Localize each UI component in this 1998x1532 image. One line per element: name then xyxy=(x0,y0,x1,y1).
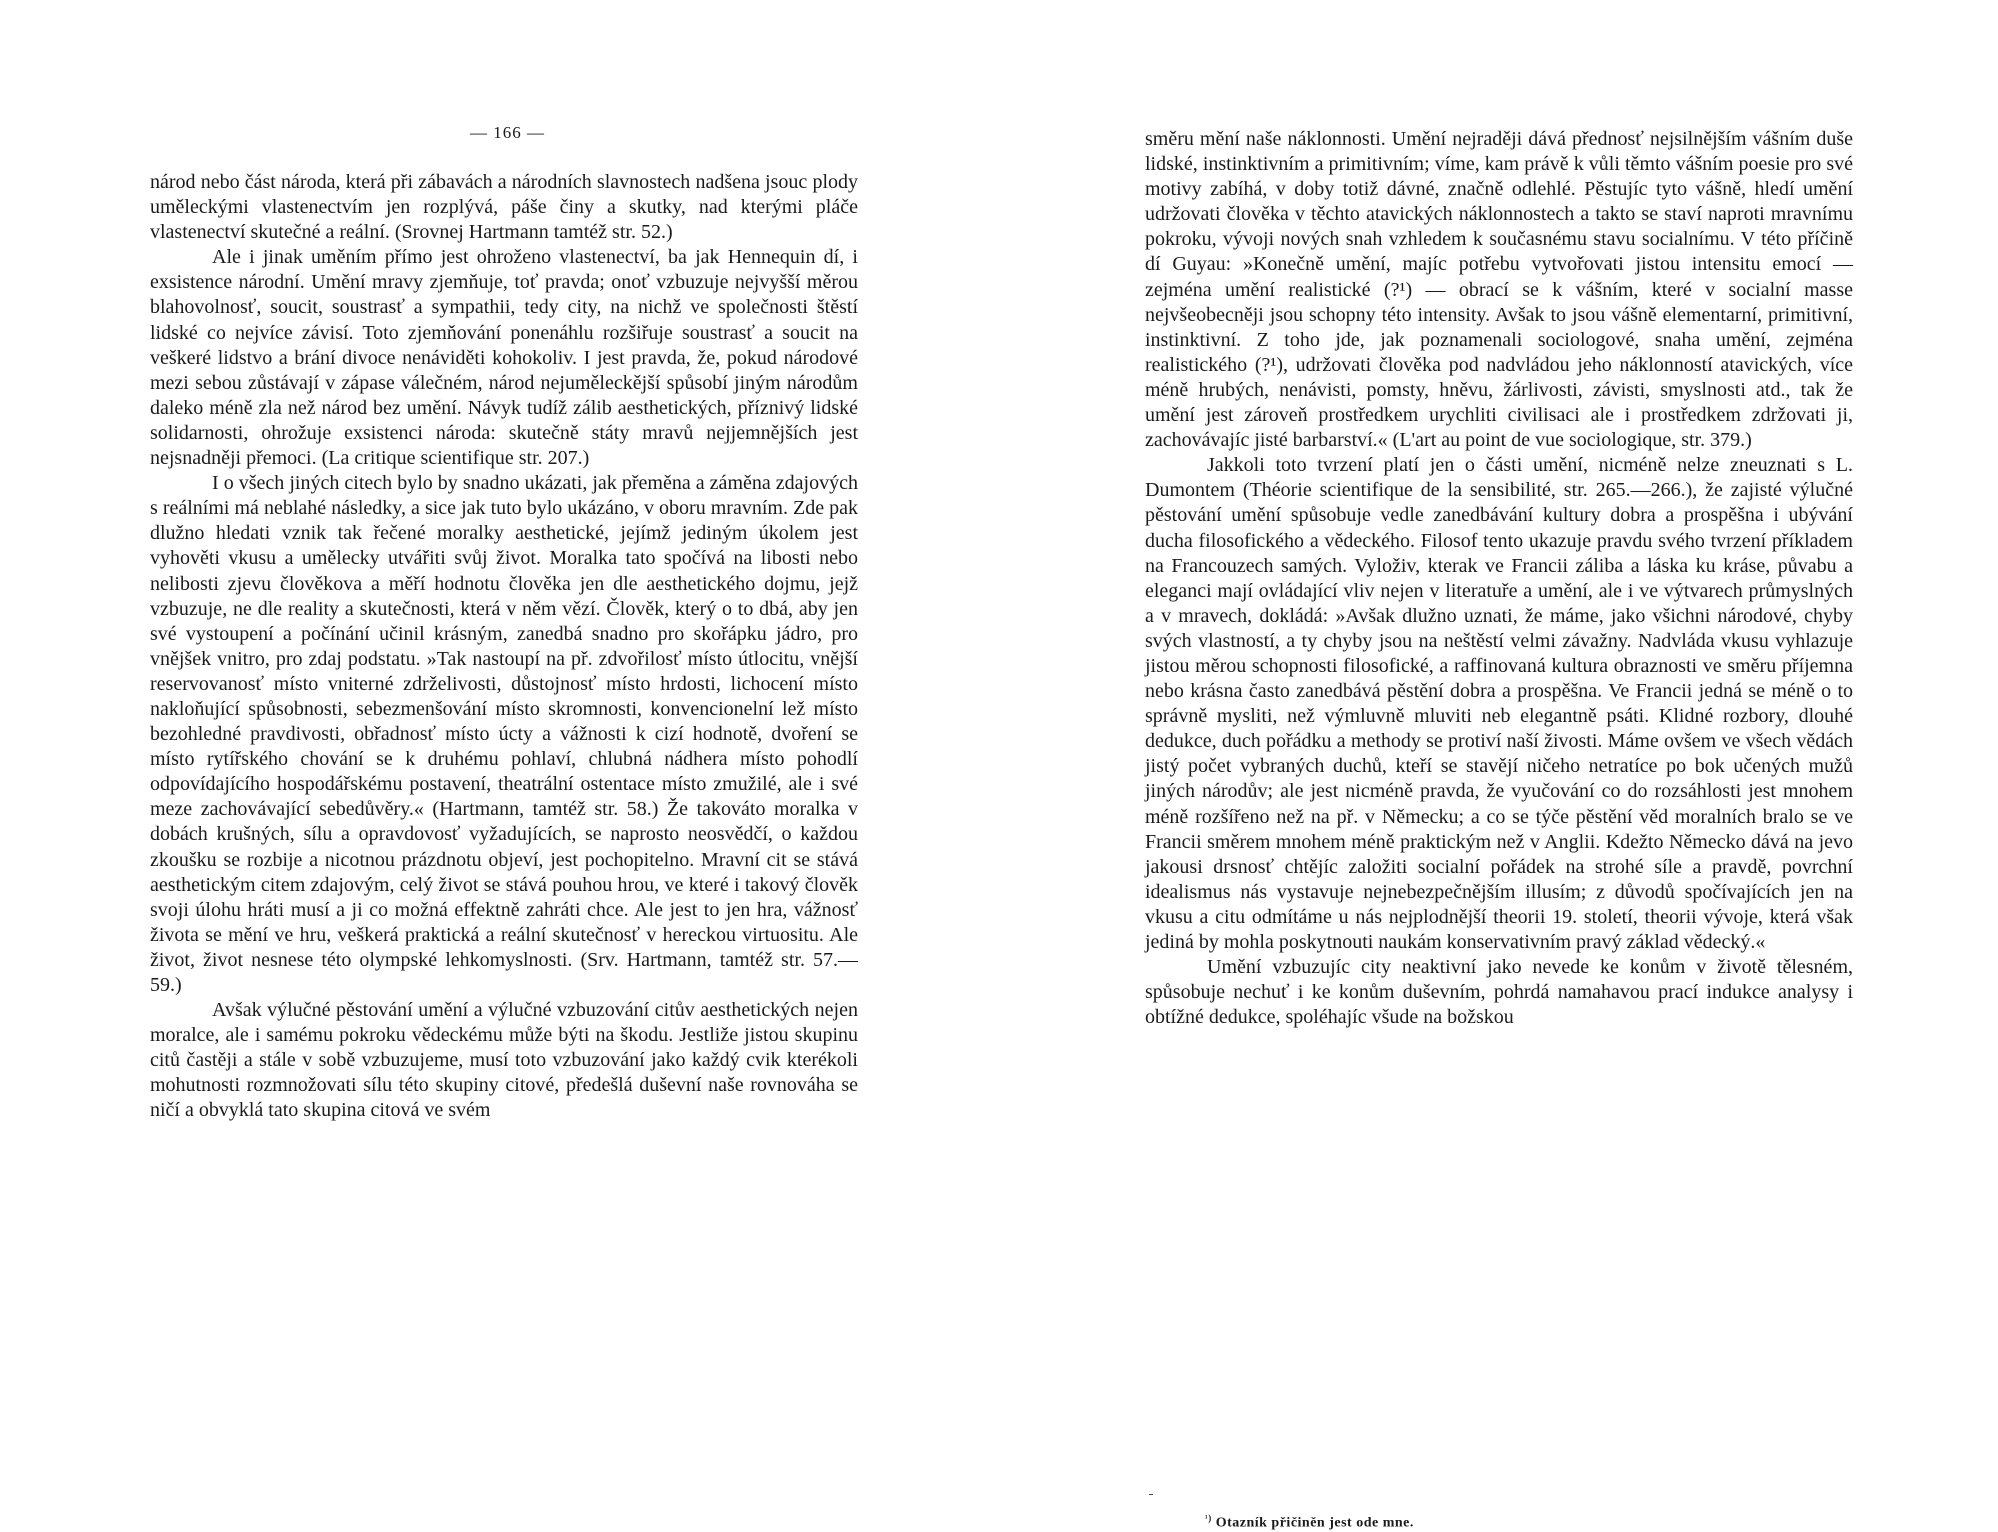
footnote xyxy=(1205,1513,1414,1532)
footnote-text: Otazník přičiněn jest ode mne. xyxy=(1215,1515,1414,1531)
paragraph: Avšak výlučné pěstování umění a výlučné vzbuzování citův aesthetických nejen moralce, ale i samému pokroku vědeckému může býti na škodu. Jestliže jistou skupinu citů častěji a stále v sobě vzbuzujeme, musí toto vzbuzování jako každý cvik kterékoli mohutnosti rozmnožovati sílu této skupiny citové, předešlá duševní naše rovnováha se ničí a obvyklá tato skupina citová ve svém xyxy=(150,999,858,1122)
footnote-rule xyxy=(1149,1494,1153,1495)
paragraph: Jakkoli toto tvrzení platí jen o části umění, nicméně nelze zneuznati s L. Dumontem (Théorie scientifique de la sensibilité, str. 265.—266.), že zajisté výlučné pěstování umění spůsobuje vedle zanedbávání kultury dobra a prospěšna i ubývání ducha filosofického a vědeckého. Filosof tento ukazuje pravdu svého tvrzení příkladem na Francouzech samých. Vyloživ, kterak ve Francii záliba a láska ku kráse, půvabu a eleganci mají ovládající vliv nejen v literatuře a umění, ale i ve výtvarech průmyslných a v mravech, dokládá: »Avšak dlužno uznati, že máme, jako všichni národové, chyby svých vlastností, a ty chyby jsou na neštěstí velmi závažny. Nadvláda vkusu vyhlazuje jistou měrou schopnosti filosofické, a raffinovaná kultura obraznosti ve směru příjemna nebo krásna často zanedbává pěstění dobra a prospěšna. Ve Francii jedná se méně o to správně mysliti, než výmluvně mluviti neb elegantně psáti. Klidné rozbory, dlouhé dedukce, duch pořádku a methody se protiví naší živosti. Máme ovšem ve všech vědách jistý počet vybraných duchů, kteří se stavějí ničeho netratíce po bok učených mužů jiných národův; ale jest nicméně pravda, že vyučování co do rozsáhlosti jest mnohem méně rozšířeno než na př. v Německu; a co se týče pěstění věd moralních bralo se ve Francii směrem mnohem méně praktickým než v Anglii. Kdežto Německo dává na jevo jakousi drsnosť chtějíc založiti socialní pořádek na strohé síle a pravdě, povrchní idealismus nás vystavuje nejnebezpečnějším illusím; z důvodů spočívajících jen na vkusu a citu odmítáme u nás nejplodnější theorii 19. století, theorii vývoje, která však jediná by mohla poskytnouti naukám konservativním pravý základ vědecký.« xyxy=(1145,454,1853,953)
right-page-text xyxy=(1145,127,1853,1030)
paragraph: směru mění naše náklonnosti. Umění nejraději dává přednosť nejsilnějším vášním duše lidské, instinktivním a primitivním; víme, kam právě k vůli těmto vášním poesie pro své motivy zabíhá, v doby totiž dávné, značně odlehlé. Pěstujíc tyto vášně, hledí umění udržovati člověka v těchto atavických náklonnostech a takto se staví naproti mravnímu pokroku, vývoji nových snah vzhledem k současnému stavu socialnímu. V této příčině dí Guyau: »Konečně umění, majíc potřebu vytvořovati jistou intensitu emocí — zejména umění realistické (?¹) — obrací se k vášním, které v socialní masse nejvšeobecněji jsou schopny této intensity. Avšak to jsou vášně elementarní, primitivní, instinktivní. Z toho jde, jak poznamenali sociologové, snaha umění, zejména realistického (?¹), udržovati člověka pod nadvládou jeho náklonností atavických, více méně hrubých, nenávisti, pomsty, hněvu, žárlivosti, závisti, smyslnosti atd., tak že umění jest zároveň prostředkem urychliti civilisaci ale i prostředkem zdržovati ji, zachovávajíc jisté barbarství.« (L'art au point de vue sociologique, str. 379.) xyxy=(1145,128,1853,452)
left-page xyxy=(0,0,999,1500)
footnote-marker: ¹) xyxy=(1205,1513,1212,1523)
right-page xyxy=(999,0,1998,1531)
paragraph: I o všech jiných citech bylo by snadno ukázati, jak přeměna a záměna zdajových s reálními má neblahé následky, a sice jak tuto bylo ukázáno, v oboru mravním. Zde pak dlužno hledati vznik tak řečené moralky aesthetické, jejímž jediným úkolem jest vyhověti vkusu a umělecky utvářiti svůj život. Moralka tato spočívá na libosti nebo nelibosti zjevu člověkova a měří hodnotu člověka jen dle aesthetického dojmu, jejž vzbuzuje, ne dle reality a skutečnosti, která v něm vězí. Člověk, který o to dbá, aby jen své vystoupení a počínání učinil krásným, zanedbá snadno pro skořápku jádro, pro vnějšek vnitro, pro zdaj podstatu. »Tak nastoupí na př. zdvořilosť místo útlocitu, vnější reservovanosť místo vniterné zdrželivosti, důstojnosť místo hrdosti, lichocení místo nakloňující spůsobnosti, sebezmenšování místo skromnosti, konvencionelní lež místo bezohledné pravdivosti, obřadnosť místo úcty a vážnosti k cizí hodnotě, dvoření se místo rytířského chování se k druhému pohlaví, chlubná nádhera místo pohodlí odpovídajícího hospodářskému postavení, theatrální ostentace místo zmužilé, ale i své meze zachovávající sebedůvěry.« (Hartmann, tamtéž str. 58.) Že takováto moralka v dobách krušných, sílu a opravdovosť vyžadujících, se naprosto neosvědčí, o každou zkoušku se rozbije a nicotnou prázdnotu objeví, jest pochopitelno. Mravní cit se stává aesthetickým citem zdajovým, celý život se stává pouhou hrou, ve které i takový člověk svoji úlohu hráti musí a ji co možná effektně zahráti chce. Ale jest to jen hra, vážnosť života se mění ve hru, veškerá praktická a reální skutečnosť v hereckou virtuositu. Ale život, život nesnese této olympské lehkomyslnosti. (Srv. Hartmann, tamtéž str. 57.—59.) xyxy=(150,472,858,996)
left-page-text xyxy=(150,170,858,1124)
paragraph: Ale i jinak uměním přímo jest ohroženo vlastenectví, ba jak Hennequin dí, i exsistence národní. Umění mravy zjemňuje, toť pravda; onoť vzbuzuje nejvyšší měrou blahovolnosť, soucit, soustrasť a sympathii, tedy city, na nichž ve společnosti štěstí lidské co nejvíce závisí. Toto zjemňování ponenáhlu rozšiřuje soustrasť a soucit na veškeré lidstvo a brání divoce nenáviděti kohokoliv. I jest pravda, že, pokud národové mezi sebou zůstávají v zápase válečném, národ nejuměleckější spůsobí jiným národům daleko méně zla než národ bez umění. Návyk tudíž zálib aesthetických, příznivý lidské solidarnosti, ohrožuje exsistenci národa: skutečně státy mravů nejjemnějších jest nejsnadněji přemoci. (La critique scientifique str. 207.) xyxy=(150,246,858,470)
paragraph: Umění vzbuzujíc city neaktivní jako nevede ke konům v životě tělesném, spůsobuje nechuť i ke konům duševním, pohrdá namahavou prací indukce analysy i obtížné dedukce, spoléhajíc všude na božskou xyxy=(1145,956,1853,1029)
paragraph: národ nebo část národa, která při zábavách a národních slavnostech nadšena jsouc plody uměleckými vlastenectvím jen rozplývá, páše činy a skutky, nad kterými pláče vlastenectví skutečné a reální. (Srovnej Hartmann tamtéž str. 52.) xyxy=(150,171,858,244)
page-number: — 166 — xyxy=(470,123,545,142)
